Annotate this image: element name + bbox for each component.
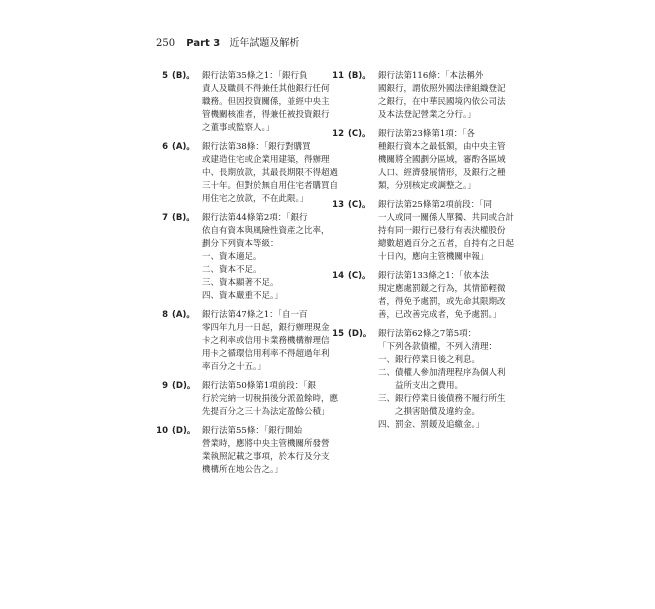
explanation-line: 責人及職員不得兼任其他銀行任何 [202,84,330,94]
explanation-line: 機構所在地公告之。」 [202,465,283,475]
explanation-line: 銀行法第35條之1：「銀行負 [202,71,308,81]
part-title: 近年試題及解析 [229,38,300,49]
explanation-line: 中、長期放款，其最長期限不得超過 [202,168,339,178]
explanation-line: 「下列各款債權，不列入清理： [378,342,498,352]
explanation-line: 之損害賠償及違約金。 [378,407,481,417]
explanation-line: 人口、經濟發展情形，及銀行之種 [378,168,506,178]
explanation-line: 類，分別核定或調整之。」 [378,181,476,191]
answer-choice: (A)。 [172,310,195,320]
question-number: 13 [332,200,344,210]
explanation-line: 四、資本嚴重不足。」 [202,291,283,301]
explanation-line: 總數超過百分之五者，自持有之日起 [378,239,515,249]
explanation-line: 十日內，應向主管機關申報」 [378,252,489,262]
question-number: 9 [162,381,168,391]
explanation-line: 銀行法第44條第2項：「銀行 [202,213,308,223]
explanation-line: 規定應處罰鍰之行為，其情節輕微 [378,284,506,294]
answer-item [156,425,330,477]
explanation-text [202,141,338,206]
explanation-line: 銀行法第25條第2項前段：「同 [378,200,492,210]
explanation-line: 銀行法第62條之7第5項： [378,329,477,339]
explanation-line: 營業時，應將中央主管機關所發營 [202,439,330,449]
explanation-line: 四、罰金、罰鍰及追繳金。」 [378,420,485,430]
explanation-line: 益所支出之費用。 [378,381,464,391]
explanation-line: 三十年。但對於無自用住宅者購買自 [202,181,339,191]
explanation-line: 業執照記載之事項，於本行及分支 [202,452,330,462]
question-number: 5 [162,71,168,81]
explanation-line: 銀行法第55條：「銀行開始 [202,426,303,436]
explanation-line: 三、資本顯著不足。 [202,278,279,288]
explanation-line: 劃分下列資本等級： [202,239,279,249]
answer-choice: (A)。 [172,142,195,152]
explanation-line: 卡之利率或信用卡業務機構辦理信 [202,336,330,346]
answer-choice: (B)。 [172,71,195,81]
explanation-line: 依自有資本與風險性資產之比率， [202,226,330,236]
answer-item [156,380,339,419]
explanation-line: 率百分之十五。」 [202,362,266,372]
explanation-line: 持有同一銀行已發行有表決權股份 [378,226,506,236]
explanation-line: 二、債權人參加清理程序為個人利 [378,368,506,378]
explanation-line: 二、資本不足。 [202,265,262,275]
part-label: Part 3 [186,38,221,49]
question-number: 8 [162,310,168,320]
question-number: 11 [332,71,344,81]
page-number: 250 [156,38,176,49]
explanation-text [378,70,506,122]
explanation-line: 銀行法第116條：「本法稱外 [378,71,484,81]
answer-item [332,199,515,264]
explanation-line: 之銀行，在中華民國境內依公司法 [378,97,506,107]
explanation-line: 及本法登記營業之分行。」 [378,110,476,120]
answer-item [332,270,506,322]
question-number: 14 [332,271,344,281]
answer-choice: (D)。 [348,329,372,339]
page-header [156,34,299,49]
question-number: 6 [162,142,168,152]
answer-choice: (D)。 [172,426,196,436]
explanation-text [378,128,506,193]
explanation-line: 機關將全國劃分區域，審酌各區域 [378,155,506,165]
explanation-line: 銀行法第38條：「銀行對購買 [202,142,311,152]
explanation-line: 先提百分之三十為法定盈餘公積」 [202,407,330,417]
answer-choice: (B)。 [348,71,371,81]
answer-item [332,328,506,432]
explanation-line: 行於完納一切稅捐後分派盈餘時，應 [202,394,339,404]
explanation-text [378,199,514,264]
answer-item [332,128,506,193]
answer-choice: (C)。 [348,271,371,281]
explanation-line: 銀行法第23條第1項：「各 [378,129,475,139]
question-number: 7 [162,213,168,223]
explanation-line: 銀行法第50條第1項前段：「銀 [202,381,316,391]
explanation-line: 三、銀行停業日後債務不履行所生 [378,394,506,404]
explanation-text [202,380,338,419]
answer-item [156,70,330,135]
explanation-line: 一、銀行停業日後之利息。 [378,355,481,365]
explanation-line: 一人或同一關係人單獨、共同或合計 [378,213,515,223]
explanation-line: 用住宅之放款，不在此限。」 [202,194,309,204]
explanation-text [202,309,330,374]
answer-item [156,309,330,374]
explanation-line: 職務。但因投資關係，並經中央主 [202,97,330,107]
explanation-line: 零四年九月一日起，銀行辦理現金 [202,323,330,333]
explanation-line: 用卡之循環信用利率不得超過年利 [202,349,330,359]
explanation-line: 國銀行，謂依照外國法律組織登記 [378,84,506,94]
answer-item [332,70,506,122]
question-number: 12 [332,129,344,139]
explanation-line: 或建造住宅或企業用建築，得辦理 [202,155,330,165]
explanation-line: 銀行法第47條之1：「自一百 [202,310,308,320]
explanation-text [202,212,330,303]
right-column [332,70,515,438]
answer-item [156,141,339,206]
explanation-line: 種銀行資本之最低額，由中央主管 [378,142,506,152]
explanation-text [378,328,506,432]
answer-choice: (D)。 [172,381,196,391]
explanation-line: 善，已改善完成者，免予處罰。」 [378,310,502,320]
explanation-line: 之董事或監察人。」 [202,123,275,133]
explanation-text [202,425,330,477]
explanation-line: 銀行法第133條之1：「依本法 [378,271,489,281]
explanation-text [378,270,506,322]
explanation-text [202,70,330,135]
answer-choice: (B)。 [172,213,195,223]
question-number: 10 [156,426,168,436]
explanation-line: 管機關核准者，得兼任被投資銀行 [202,110,330,120]
answer-item [156,212,330,303]
question-number: 15 [332,329,344,339]
answer-choice: (C)。 [348,200,371,210]
explanation-line: 一、資本適足。 [202,252,262,262]
answer-choice: (C)。 [348,129,371,139]
explanation-line: 者，得免予處罰，或先命其限期改 [378,297,506,307]
